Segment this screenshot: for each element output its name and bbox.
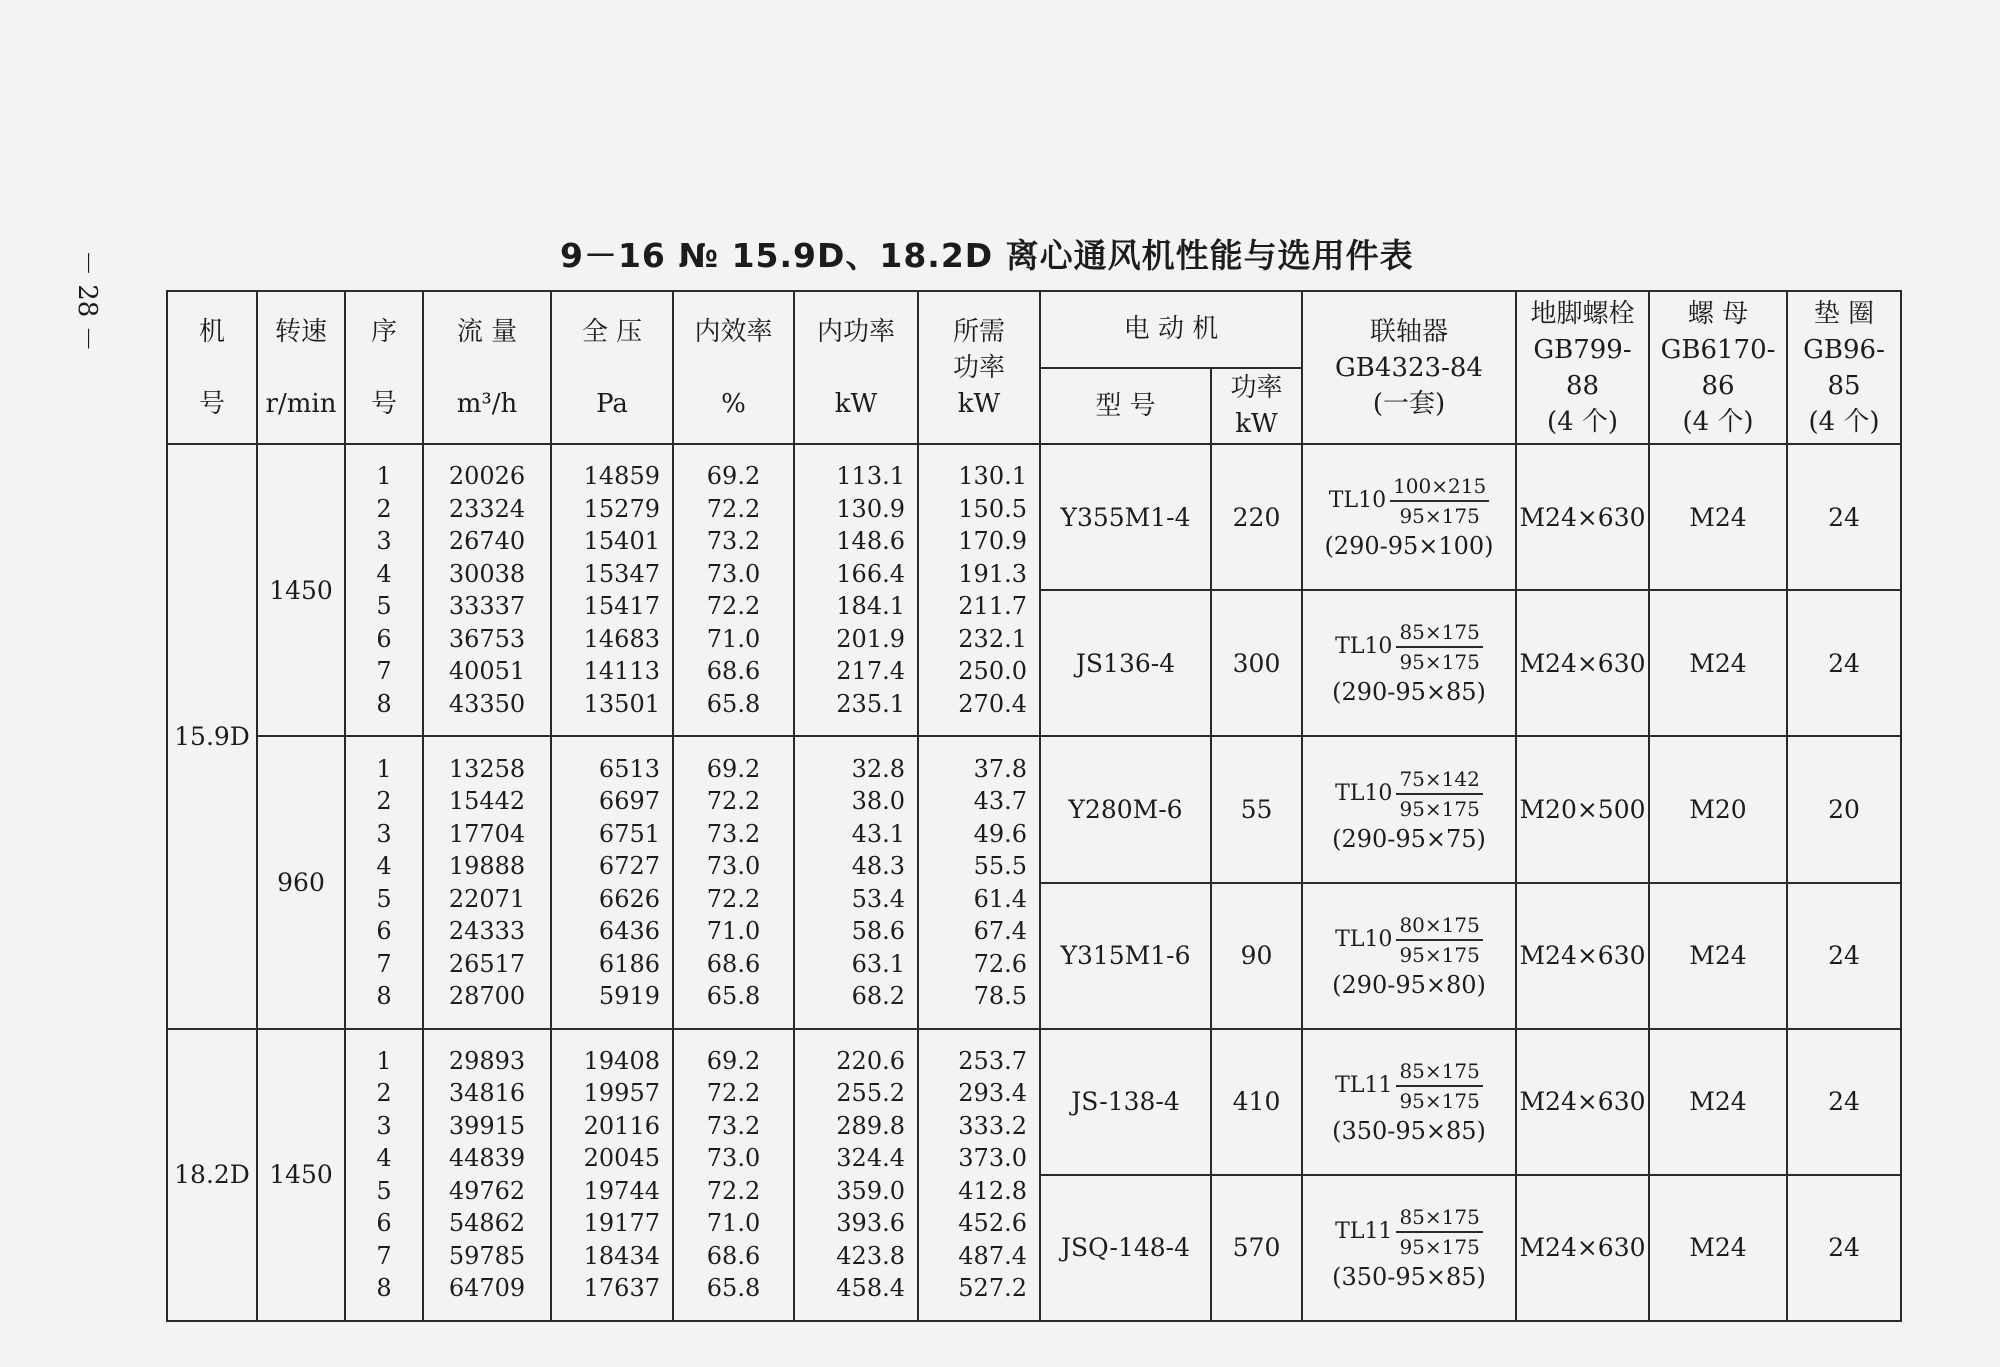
header-machine-no: 机 号 [167,291,257,444]
motor-power-cell: 90 [1211,883,1302,1029]
nut-cell: M20 [1649,736,1787,882]
bolt-cell: M24×630 [1516,1029,1649,1175]
seq-cell: 1 2 3 4 5 6 7 8 [345,444,423,736]
power-cell: 220.6 255.2 289.8 324.4 359.0 393.6 423.8 458.4 [794,1029,918,1321]
efficiency-cell: 69.2 72.2 73.2 73.0 72.2 71.0 68.6 65.8 [673,1029,794,1321]
motor-power-cell: 570 [1211,1175,1302,1321]
motor-power-cell: 55 [1211,736,1302,882]
bolt-cell: M24×630 [1516,883,1649,1029]
washer-cell: 24 [1787,590,1901,736]
header-bolt: 地脚螺栓 GB799-88 (4 个) [1516,291,1649,444]
washer-cell: 24 [1787,1029,1901,1175]
washer-cell: 24 [1787,1175,1901,1321]
washer-cell: 24 [1787,883,1901,1029]
header-flow: 流 量 m³/h [423,291,551,444]
coupling-cell: TL11 $\frac{85\times 175}{95\times 175}$ (350-95×85) [1302,1175,1516,1321]
motor-model-cell: Y280M-6 [1040,736,1211,882]
speed-cell: 960 [257,736,345,1028]
flow-cell: 13258 15442 17704 19888 22071 24333 26517 28700 [423,736,551,1028]
motor-model-cell: JS-138-4 [1040,1029,1211,1175]
speed-cell: 1450 [257,1029,345,1321]
seq-cell: 1 2 3 4 5 6 7 8 [345,1029,423,1321]
nut-cell: M24 [1649,1175,1787,1321]
nut-cell: M24 [1649,590,1787,736]
block-row [167,1029,1901,1175]
header-power: 内功率 kW [794,291,918,444]
bolt-cell: M24×630 [1516,1175,1649,1321]
efficiency-cell: 69.2 72.2 73.2 73.0 72.2 71.0 68.6 65.8 [673,736,794,1028]
motor-model-cell: JSQ-148-4 [1040,1175,1211,1321]
coupling-cell: TL11 $\frac{85\times 175}{95\times 175}$ (350-95×85) [1302,1029,1516,1175]
header-required-power: 所需 功率 kW [918,291,1040,444]
header-motor-model: 型 号 [1040,368,1211,445]
bolt-cell: M24×630 [1516,444,1649,590]
pressure-cell: 6513 6697 6751 6727 6626 6436 6186 5919 [551,736,673,1028]
header-pressure: 全 压 Pa [551,291,673,444]
required-power-cell: 130.1 150.5 170.9 191.3 211.7 232.1 250.0 270.4 [918,444,1040,736]
washer-cell: 20 [1787,736,1901,882]
header-nut: 螺 母 GB6170-86 (4 个) [1649,291,1787,444]
machine-cell: 18.2D [167,1029,257,1321]
header-motor-power: 功率 kW [1211,368,1302,445]
bolt-cell: M20×500 [1516,736,1649,882]
coupling-cell: TL10 $\frac{100\times 215}{95\times 175}$ (290-95×100) [1302,444,1516,590]
machine-cell: 15.9D [167,444,257,1029]
motor-model-cell: Y355M1-4 [1040,444,1211,590]
required-power-cell: 37.8 43.7 49.6 55.5 61.4 67.4 72.6 78.5 [918,736,1040,1028]
header-coupling: 联轴器 GB4323-84 (一套) [1302,291,1516,444]
page-number: － 28 － [72,250,102,352]
washer-cell: 24 [1787,444,1901,590]
header-washer: 垫 圈 GB96-85 (4 个) [1787,291,1901,444]
block-row [167,444,1901,590]
nut-cell: M24 [1649,444,1787,590]
coupling-cell: TL10 $\frac{85\times 175}{95\times 175}$ (290-95×85) [1302,590,1516,736]
flow-cell: 29893 34816 39915 44839 49762 54862 59785 64709 [423,1029,551,1321]
motor-power-cell: 410 [1211,1029,1302,1175]
header-row-1 [167,291,1901,368]
header-efficiency: 内效率 % [673,291,794,444]
power-cell: 113.1 130.9 148.6 166.4 184.1 201.9 217.4 235.1 [794,444,918,736]
pressure-cell: 14859 15279 15401 15347 15417 14683 14113 13501 [551,444,673,736]
motor-model-cell: Y315M1-6 [1040,883,1211,1029]
flow-cell: 20026 23324 26740 30038 33337 36753 40051 43350 [423,444,551,736]
coupling-cell: TL10 $\frac{75\times 142}{95\times 175}$ (290-95×75) [1302,736,1516,882]
power-cell: 32.8 38.0 43.1 48.3 53.4 58.6 63.1 68.2 [794,736,918,1028]
block-row [167,736,1901,882]
nut-cell: M24 [1649,1029,1787,1175]
performance-table [166,290,1902,1322]
motor-model-cell: JS136-4 [1040,590,1211,736]
header-motor: 电 动 机 [1040,291,1302,368]
motor-power-cell: 220 [1211,444,1302,590]
coupling-cell: TL10 $\frac{80\times 175}{95\times 175}$ (290-95×80) [1302,883,1516,1029]
efficiency-cell: 69.2 72.2 73.2 73.0 72.2 71.0 68.6 65.8 [673,444,794,736]
pressure-cell: 19408 19957 20116 20045 19744 19177 18434 17637 [551,1029,673,1321]
header-speed: 转速 r/min [257,291,345,444]
speed-cell: 1450 [257,444,345,736]
table-title: 9－16 № 15.9D、18.2D 离心通风机性能与选用件表 [560,236,1414,275]
nut-cell: M24 [1649,883,1787,1029]
seq-cell: 1 2 3 4 5 6 7 8 [345,736,423,1028]
required-power-cell: 253.7 293.4 333.2 373.0 412.8 452.6 487.4 527.2 [918,1029,1040,1321]
bolt-cell: M24×630 [1516,590,1649,736]
motor-power-cell: 300 [1211,590,1302,736]
header-seq: 序 号 [345,291,423,444]
